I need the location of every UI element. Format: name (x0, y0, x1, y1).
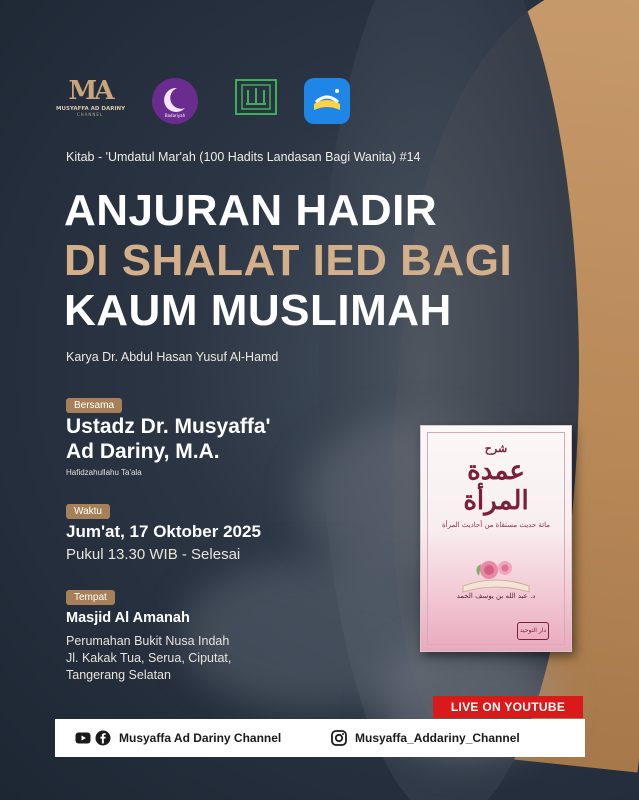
live-on-youtube-badge: LIVE ON YOUTUBE (433, 696, 583, 718)
title-line-1: ANJURAN HADIR (64, 186, 438, 235)
calligraphy-emblem-icon (228, 76, 284, 118)
book-author: Karya Dr. Abdul Hasan Yusuf Al-Hamd (66, 350, 279, 364)
facebook-icon (95, 730, 111, 746)
rose-book-illustration (459, 546, 533, 596)
youtube-icon (75, 730, 91, 746)
instagram-handle: Musyaffa_Addariny_Channel (355, 731, 520, 745)
logo-row (56, 76, 360, 126)
instagram-icon (331, 730, 347, 746)
book-app-logo (304, 78, 350, 124)
musyaffa-logo (56, 76, 126, 117)
speaker-label-pill: Bersama (66, 398, 122, 413)
badariyah-logo (152, 78, 198, 124)
book-app-icon (304, 78, 350, 124)
speaker-honorific: Hafidzahullahu Ta'ala (66, 468, 142, 477)
event-date: Jum'at, 17 Oktober 2025 (66, 522, 261, 541)
speaker-name (66, 414, 271, 464)
musyaffa-logo-mark: MA (68, 76, 112, 106)
venue-name: Masjid Al Amanah (66, 610, 190, 626)
channel-name: Musyaffa Ad Dariny Channel (119, 731, 282, 745)
venue-address-line-2: Jl. Kakak Tua, Serua, Ciputat, (66, 651, 232, 665)
green-calligraphy-logo (228, 76, 284, 126)
venue-label-pill: Tempat (66, 590, 115, 605)
badariyah-logo-name: Badariyah (164, 113, 186, 118)
social-bar (55, 719, 585, 757)
venue-address-line-3: Tangerang Selatan (66, 668, 171, 682)
speaker-name-line-2: Ad Dariny, M.A. (66, 440, 220, 463)
kitab-subtitle: Kitab - 'Umdatul Mar'ah (100 Hadits Landasan Bagi Wanita) #14 (66, 150, 421, 164)
venue-address-line-1: Perumahan Bukit Nusa Indah (66, 634, 230, 648)
event-time: Pukul 13.30 WIB - Selesai (66, 546, 241, 563)
publisher-seal: دار التوحيد (517, 622, 549, 640)
book-cover-author: د. عبد الله بن يوسف الحمد (456, 592, 536, 600)
speaker-name-line-1: Ustadz Dr. Musyaffa' (66, 415, 271, 438)
channel-link[interactable] (75, 719, 281, 757)
book-cover-main-title: عمدة المرأة (463, 456, 529, 516)
musyaffa-logo-name: MUSYAFFA AD DARINY (56, 106, 126, 112)
book-cover-subtitle: مائة حديث مستقاة من أحاديث المرأة (441, 521, 550, 529)
instagram-link[interactable] (331, 719, 520, 757)
book-cover-top-word: شرح (484, 442, 508, 455)
main-title (64, 186, 512, 336)
title-line-2: DI SHALAT IED BAGI (64, 236, 513, 285)
musyaffa-logo-sub: CHANNEL (76, 112, 104, 117)
venue-address (66, 633, 231, 684)
book-cover-title (439, 442, 553, 516)
title-line-3: KAUM MUSLIMAH (64, 286, 452, 335)
book-cover (420, 425, 572, 652)
time-label-pill: Waktu (66, 504, 110, 519)
